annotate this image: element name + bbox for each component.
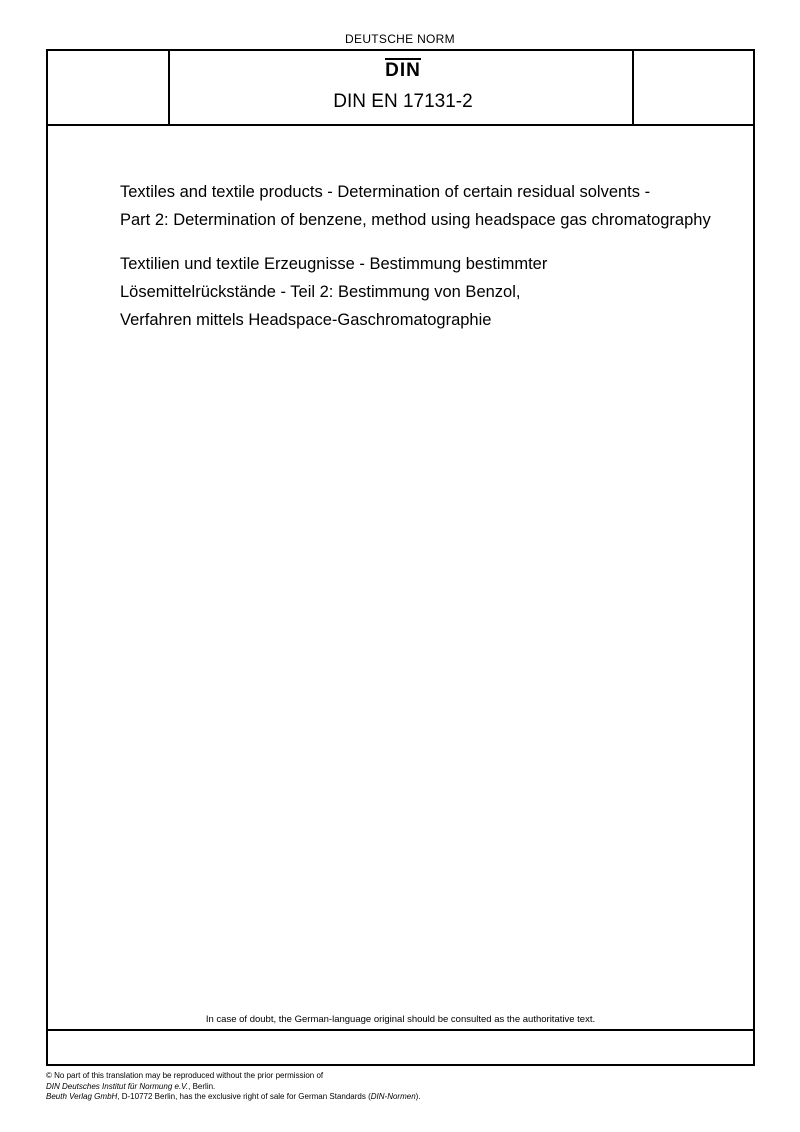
bottom-divider (48, 1029, 753, 1031)
english-title-line: Part 2: Determination of benzene, method using headspace gas chromatography (120, 211, 711, 229)
din-logo-text: DIN (385, 60, 421, 81)
din-logo (170, 58, 636, 81)
copyright-footer (46, 1071, 755, 1103)
header-cell-center (170, 51, 636, 124)
footer-rights-text: , D-10772 Berlin, has the exclusive right of sale for German Standards ( (117, 1092, 371, 1101)
footer-din-normen: DIN-Normen (370, 1092, 416, 1101)
header-row (48, 51, 753, 126)
footer-berlin: , Berlin. (188, 1081, 216, 1091)
header-cell-right (632, 51, 753, 124)
footer-end: ). (415, 1092, 421, 1101)
footer-line-3 (46, 1092, 755, 1103)
english-title (120, 178, 750, 234)
footer-beuth-name: Beuth Verlag GmbH (46, 1092, 118, 1101)
document-number: DIN EN 17131-2 (333, 91, 473, 112)
german-title-line: Textilien und textile Erzeugnisse - Bestimmung bestimmter (120, 255, 548, 273)
footer-line-2 (46, 1082, 755, 1093)
titles (120, 178, 750, 334)
german-title-line: Verfahren mittels Headspace-Gaschromatographie (120, 311, 492, 329)
english-title-line: Textiles and textile products - Determination of certain residual solvents - (120, 183, 651, 201)
footer-din-name: DIN Deutsches Institut für Normung e.V. (46, 1081, 189, 1091)
header-cell-left (48, 51, 170, 124)
german-title-line: Lösemittelrückstände - Teil 2: Bestimmung von Benzol, (120, 283, 521, 301)
document-frame (46, 49, 755, 1066)
german-title (120, 250, 750, 334)
deutsche-norm-label: DEUTSCHE NORM (345, 32, 455, 46)
disclaimer: In case of doubt, the German-language original should be consulted as the authoritative text. (205, 1014, 596, 1025)
footer-line-1: © No part of this translation may be reproduced without the prior permission of (46, 1071, 324, 1080)
